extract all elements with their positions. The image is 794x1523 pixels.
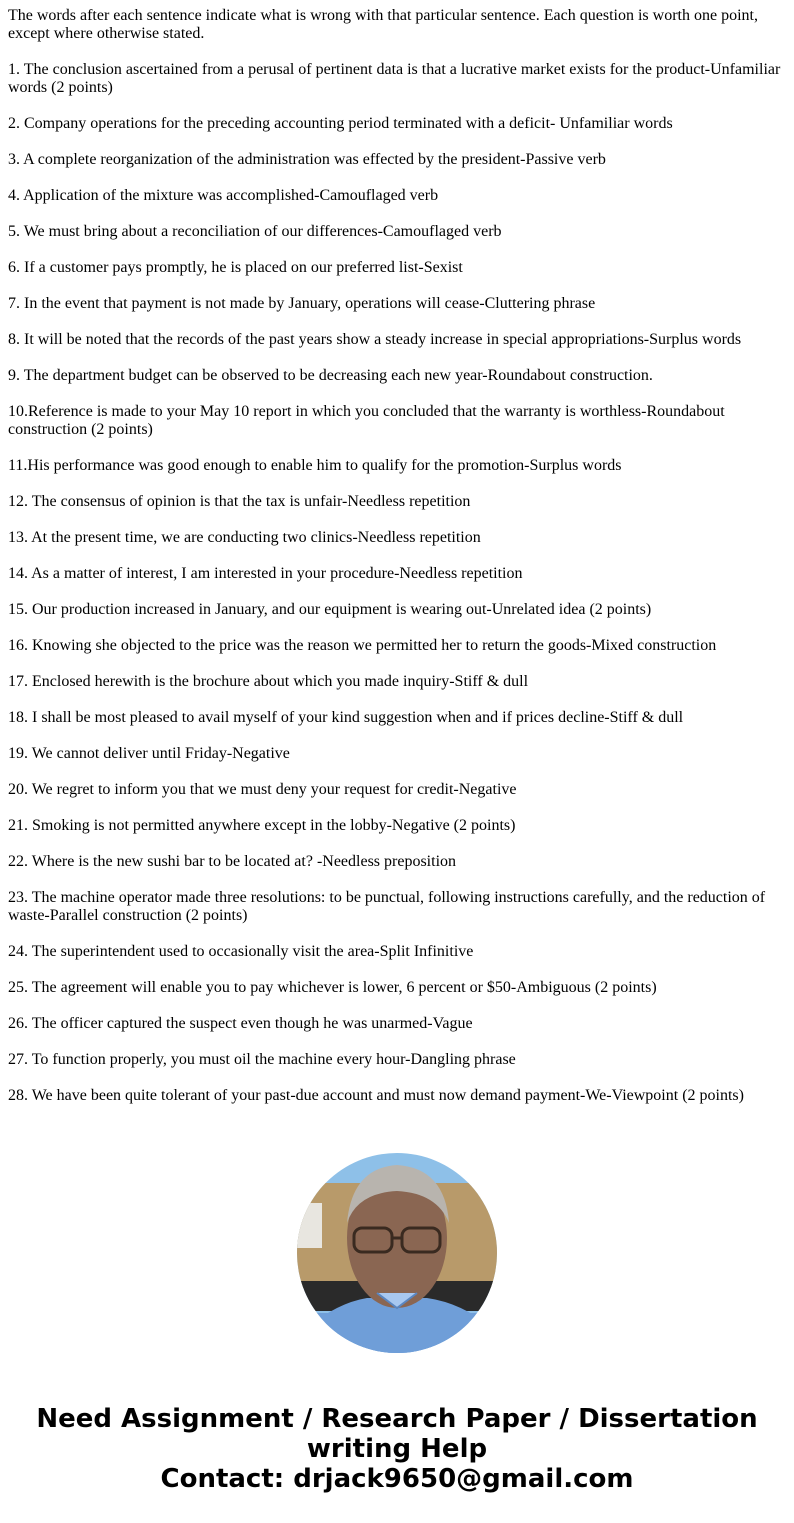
question-item: 11.His performance was good enough to enable him to qualify for the promotion-Surplus words — [8, 457, 622, 474]
question-item: 21. Smoking is not permitted anywhere except in the lobby-Negative (2 points) — [8, 817, 516, 834]
question-item: 26. The officer captured the suspect even though he was unarmed-Vague — [8, 1015, 473, 1032]
contact-banner — [0, 1404, 794, 1494]
question-item: 16. Knowing she objected to the price was the reason we permitted her to return the goods-Mixed construction — [8, 637, 717, 654]
question-item: 10.Reference is made to your May 10 report in which you concluded that the warranty is worthless-Roundabout construction (2 points) — [8, 403, 725, 438]
question-item: 1. The conclusion ascertained from a perusal of pertinent data is that a lucrative market exists for the product-Unfamiliar words (2 points) — [8, 61, 781, 96]
question-item: 6. If a customer pays promptly, he is placed on our preferred list-Sexist — [8, 259, 463, 276]
question-item: 18. I shall be most pleased to avail myself of your kind suggestion when and if prices decline-Stiff & dull — [8, 709, 684, 726]
intro-text: The words after each sentence indicate what is wrong with that particular sentence. Each question is worth one point, except where otherwise stated. — [8, 7, 758, 42]
question-item: 20. We regret to inform you that we must deny your request for credit-Negative — [8, 781, 517, 798]
contact-email: Contact: drjack9650@gmail.com — [160, 1464, 634, 1494]
question-item: 25. The agreement will enable you to pay whichever is lower, 6 percent or $50-Ambiguous (2 points) — [8, 979, 657, 996]
question-item: 15. Our production increased in January, and our equipment is wearing out-Unrelated idea (2 points) — [8, 601, 652, 618]
question-item: 12. The consensus of opinion is that the tax is unfair-Needless repetition — [8, 493, 471, 510]
question-item: 8. It will be noted that the records of the past years show a steady increase in special appropriations-Surplus words — [8, 331, 742, 348]
question-item: 22. Where is the new sushi bar to be located at? -Needless preposition — [8, 853, 457, 870]
question-item: 3. A complete reorganization of the administration was effected by the president-Passive verb — [8, 151, 606, 168]
question-item: 27. To function properly, you must oil the machine every hour-Dangling phrase — [8, 1051, 516, 1068]
question-item: 9. The department budget can be observed to be decreasing each new year-Roundabout construction. — [8, 367, 653, 384]
question-item: 5. We must bring about a reconciliation of our differences-Camouflaged verb — [8, 223, 502, 240]
question-item: 19. We cannot deliver until Friday-Negative — [8, 745, 290, 762]
help-text: Need Assignment / Research Paper / Dissertation writing Help — [36, 1404, 758, 1464]
question-item: 24. The superintendent used to occasionally visit the area-Split Infinitive — [8, 943, 474, 960]
question-item: 23. The machine operator made three resolutions: to be punctual, following instructions carefully, and the reduction of waste-Parallel construction (2 points) — [8, 889, 766, 924]
question-item: 17. Enclosed herewith is the brochure about which you made inquiry-Stiff & dull — [8, 673, 529, 690]
author-photo — [297, 1153, 497, 1353]
question-item: 28. We have been quite tolerant of your past-due account and must now demand payment-We-Viewpoint (2 points) — [8, 1087, 744, 1104]
document-body — [8, 7, 786, 1123]
question-item: 4. Application of the mixture was accomplished-Camouflaged verb — [8, 187, 439, 204]
question-item: 7. In the event that payment is not made by January, operations will cease-Cluttering phrase — [8, 295, 596, 312]
question-item: 13. At the present time, we are conducting two clinics-Needless repetition — [8, 529, 481, 546]
question-list — [8, 61, 786, 1105]
question-item: 14. As a matter of interest, I am interested in your procedure-Needless repetition — [8, 565, 523, 582]
question-item: 2. Company operations for the preceding accounting period terminated with a deficit- Unfamiliar words — [8, 115, 673, 132]
